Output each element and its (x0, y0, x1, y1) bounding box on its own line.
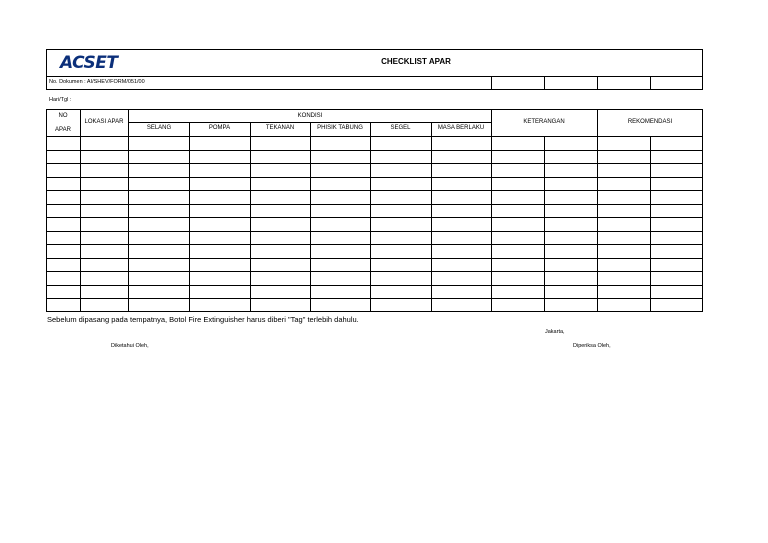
sub-col-selang: SELANG (146, 125, 172, 131)
sub-col-pompa: POMPA (208, 125, 231, 131)
sub-col-segel: SEGEL (390, 125, 411, 131)
sub-col-masa-berlaku: MASA BERLAKU (437, 125, 485, 131)
city-date: Jakarta, (545, 329, 565, 335)
known-by-label: Diketahui Oleh, (111, 343, 149, 349)
sub-col-tekanan: TEKANAN (265, 125, 295, 131)
checked-by-label: Diperiksa Oleh, (573, 343, 611, 349)
col-no-apar-line2: APAR (55, 127, 71, 133)
sub-col-phisik-tabung: PHISIK TABUNG (317, 125, 363, 131)
col-lokasi-apar: LOKASI APAR (84, 119, 124, 125)
footer-note: Sebelum dipasang pada tempatnya, Botol Fire Extinguisher harus diberi "Tag" terlebih dahulu. (47, 315, 359, 324)
date-label: Hari/Tgl : (49, 97, 72, 103)
document-number: No. Dokumen : AI/SHEV/FORM/051/00 (49, 79, 145, 85)
col-keterangan: KETERANGAN (523, 119, 565, 125)
company-logo: ACSET (60, 53, 118, 73)
col-no-apar-line1: NO (58, 113, 68, 119)
col-rekomendasi: REKOMENDASI (627, 119, 673, 125)
col-kondisi: KONDISI (297, 113, 323, 119)
form-title: CHECKLIST APAR (381, 57, 451, 66)
